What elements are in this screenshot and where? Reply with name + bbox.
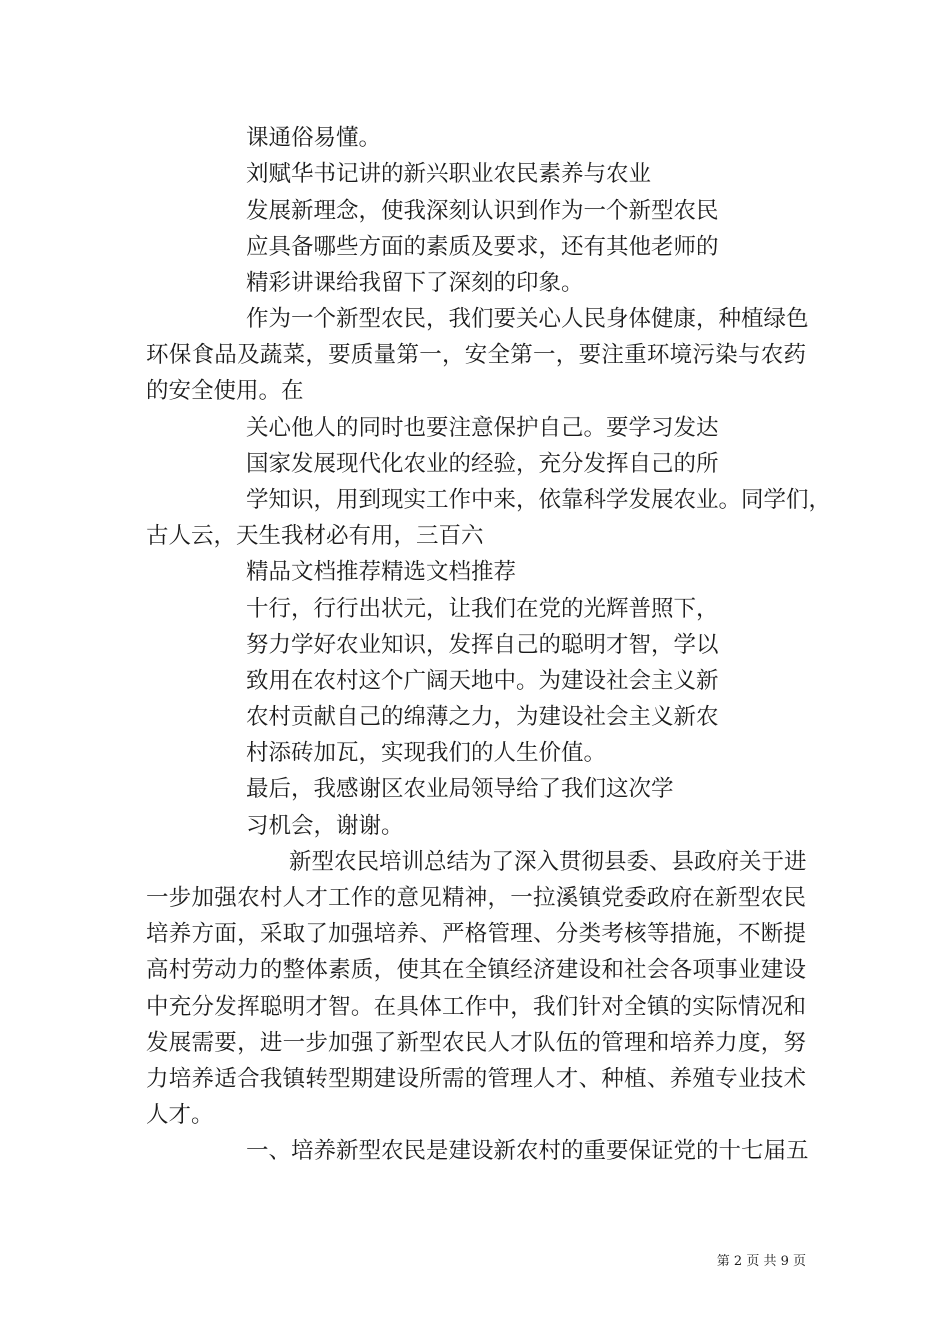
text-line: 努力学好农业知识，发挥自己的聪明才智，学以 [246, 632, 719, 658]
text-line: 发展新理念，使我深刻认识到作为一个新型农民 [246, 198, 719, 224]
text-line: 精品文档推荐精选文档推荐 [246, 559, 517, 585]
text-line: 应具备哪些方面的素质及要求，还有其他老师的 [246, 234, 719, 260]
text-line: 培养方面，采取了加强培养、严格管理、分类考核等措施，不断提 [146, 921, 806, 947]
text-line: 十行，行行出状元，让我们在党的光辉普照下， [246, 596, 719, 622]
text-line: 作为一个新型农民，我们要关心人民身体健康，种植绿色 [246, 306, 809, 332]
text-line: 关心他人的同时也要注意保护自己。要学习发达 [246, 415, 719, 441]
text-line: 力培养适合我镇转型期建设所需的管理人才、种植、养殖专业技术 [146, 1066, 806, 1092]
text-line: 村添砖加瓦，实现我们的人生价值。 [246, 740, 607, 766]
text-line: 古人云，天生我材必有用，三百六 [146, 523, 484, 549]
text-line: 高村劳动力的整体素质，使其在全镇经济建设和社会各项事业建设 [146, 957, 806, 983]
text-line: 中充分发挥聪明才智。在具体工作中，我们针对全镇的实际情况和 [146, 994, 806, 1020]
text-line: 一步加强农村人才工作的意见精神，一拉溪镇党委政府在新型农民 [146, 885, 806, 911]
text-line: 学知识，用到现实工作中来，依靠科学发展农业。同学们， [246, 487, 832, 513]
text-line: 发展需要，进一步加强了新型农民人才队伍的管理和培养力度，努 [146, 1030, 806, 1056]
text-line: 人才。 [146, 1102, 214, 1128]
text-line: 新型农民培训总结为了深入贯彻县委、县政府关于进 [289, 849, 807, 875]
text-line: 精彩讲课给我留下了深刻的印象。 [246, 270, 584, 296]
text-line: 课通俗易懂。 [246, 125, 382, 151]
text-line: 环保食品及蔬菜，要质量第一，安全第一，要注重环境污染与农药 [146, 342, 806, 368]
text-line: 的安全使用。在 [146, 378, 304, 404]
text-line: 刘赋华书记讲的新兴职业农民素养与农业 [246, 161, 652, 187]
text-line: 最后，我感谢区农业局领导给了我们这次学 [246, 776, 674, 802]
text-line: 致用在农村这个广阔天地中。为建设社会主义新 [246, 668, 719, 694]
text-line: 一、培养新型农民是建设新农村的重要保证党的十七届五 [246, 1138, 809, 1164]
page-number: 第 2 页 共 9 页 [716, 1254, 806, 1269]
text-line: 农村贡献自己的绵薄之力，为建设社会主义新农 [246, 704, 719, 730]
text-line: 国家发展现代化农业的经验，充分发挥自己的所 [246, 451, 719, 477]
text-line: 习机会，谢谢。 [246, 813, 404, 839]
